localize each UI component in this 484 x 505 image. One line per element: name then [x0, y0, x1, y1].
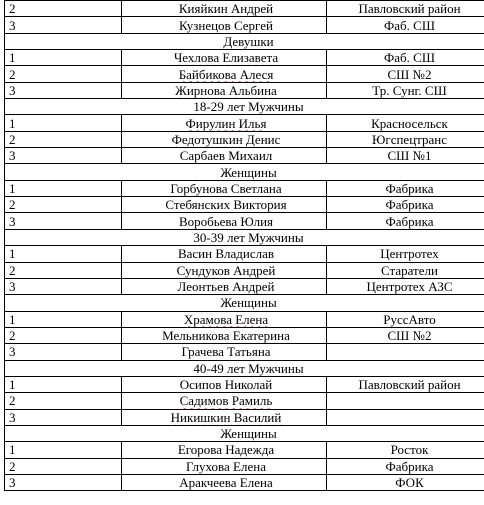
participant-name-cell: [122, 327, 327, 343]
group-heading: 30-39 лет Мужчины: [5, 229, 484, 245]
organization: Фаб. СШ: [327, 50, 484, 66]
table-row: [5, 474, 484, 490]
participant-name: Васин Владислав: [177, 246, 275, 262]
group-heading: Женщины: [5, 295, 484, 311]
group-heading-row: [5, 33, 484, 49]
participant-name: Грачева Татьяна: [181, 344, 271, 360]
organization: СШ №2: [327, 66, 484, 82]
participant-name-cell: [122, 409, 327, 425]
organization: ФОК: [327, 474, 484, 490]
participant-name: Кияйкин Андрей: [178, 1, 274, 17]
organization: [327, 344, 484, 360]
results-table-body: [5, 1, 484, 491]
participant-name-cell: [122, 66, 327, 82]
organization: Центротех АЗС: [327, 278, 484, 294]
group-heading-row: [5, 229, 484, 245]
participant-name: Храмова Елена: [183, 311, 269, 327]
place-number: 1: [5, 115, 122, 131]
participant-name-cell: [122, 246, 327, 262]
table-row: [5, 311, 484, 327]
group-heading-row: [5, 295, 484, 311]
place-number: 2: [5, 66, 122, 82]
participant-name: Жирнова Альбина: [175, 82, 277, 98]
place-number: 3: [5, 17, 122, 33]
place-number: 2: [5, 1, 122, 17]
organization: Старатели: [327, 262, 484, 278]
participant-name: Стебянских Виктория: [165, 197, 287, 213]
participant-name: Аракчеева Елена: [179, 475, 273, 491]
participant-name-cell: [122, 148, 327, 164]
participant-name-cell: [122, 262, 327, 278]
table-row: [5, 148, 484, 164]
place-number: 3: [5, 474, 122, 490]
place-number: 2: [5, 327, 122, 343]
organization: Фабрика: [327, 180, 484, 196]
place-number: 2: [5, 131, 122, 147]
organization: Фабрика: [327, 197, 484, 213]
participant-name: Леонтьев Андрей: [177, 279, 275, 295]
participant-name: Никишкин Василий: [170, 409, 282, 425]
participant-name: Байбикова Алеся: [178, 66, 274, 82]
participant-name: Воробьева Юлия: [178, 213, 274, 229]
participant-name-cell: [122, 442, 327, 458]
participant-name-cell: [122, 180, 327, 196]
table-row: [5, 246, 484, 262]
table-row: [5, 262, 484, 278]
participant-name-cell: [122, 344, 327, 360]
table-row: [5, 458, 484, 474]
participant-name: Сарбаев Михаил: [179, 148, 273, 164]
place-number: 3: [5, 148, 122, 164]
table-row: [5, 409, 484, 425]
place-number: 1: [5, 180, 122, 196]
table-row: [5, 213, 484, 229]
table-row: [5, 17, 484, 33]
group-heading-row: [5, 164, 484, 180]
participant-name: Егорова Надежда: [177, 442, 275, 458]
participant-name-cell: [122, 1, 327, 17]
place-number: 2: [5, 197, 122, 213]
organization: РуссАвто: [327, 311, 484, 327]
results-table: [4, 0, 484, 491]
table-row: [5, 1, 484, 17]
participant-name-cell: [122, 213, 327, 229]
organization: [327, 393, 484, 409]
participant-name: Осипов Николай: [179, 377, 273, 393]
participant-name-cell: [122, 458, 327, 474]
participant-name: Фирулин Илья: [185, 115, 267, 131]
group-heading-row: [5, 360, 484, 376]
place-number: 2: [5, 393, 122, 409]
place-number: 1: [5, 246, 122, 262]
participant-name-cell: [122, 131, 327, 147]
organization: Фабрика: [327, 458, 484, 474]
organization: Тр. Сунг. СШ: [327, 82, 484, 98]
place-number: 1: [5, 50, 122, 66]
group-heading: Женщины: [5, 164, 484, 180]
organization: СШ №2: [327, 327, 484, 343]
organization: СШ №1: [327, 148, 484, 164]
table-row: [5, 82, 484, 98]
participant-name: Сундуков Андрей: [176, 262, 276, 278]
group-heading: 18-29 лет Мужчины: [5, 99, 484, 115]
place-number: 3: [5, 278, 122, 294]
organization: Красносельск: [327, 115, 484, 131]
participant-name-cell: [122, 197, 327, 213]
participant-name-cell: [122, 376, 327, 392]
participant-name: Садимов Рамиль: [179, 393, 273, 409]
organization: Центротех: [327, 246, 484, 262]
place-number: 1: [5, 311, 122, 327]
table-row: [5, 393, 484, 409]
document-page: [4, 0, 477, 491]
place-number: 1: [5, 376, 122, 392]
table-row: [5, 442, 484, 458]
place-number: 3: [5, 409, 122, 425]
place-number: 3: [5, 213, 122, 229]
group-heading: 40-49 лет Мужчины: [5, 360, 484, 376]
organization: Павловский район: [327, 1, 484, 17]
organization: [327, 409, 484, 425]
table-row: [5, 115, 484, 131]
place-number: 2: [5, 458, 122, 474]
participant-name-cell: [122, 17, 327, 33]
group-heading-row: [5, 425, 484, 441]
organization: Павловский район: [327, 376, 484, 392]
place-number: 3: [5, 82, 122, 98]
group-heading-row: [5, 99, 484, 115]
table-row: [5, 278, 484, 294]
group-heading: Девушки: [5, 33, 484, 49]
place-number: 1: [5, 442, 122, 458]
participant-name: Горбунова Светлана: [170, 180, 282, 196]
table-row: [5, 197, 484, 213]
participant-name-cell: [122, 278, 327, 294]
table-row: [5, 50, 484, 66]
participant-name-cell: [122, 115, 327, 131]
table-row: [5, 327, 484, 343]
organization: Фабрика: [327, 213, 484, 229]
participant-name: Кузнецов Сергей: [179, 17, 273, 33]
organization: Югспецтранс: [327, 131, 484, 147]
participant-name-cell: [122, 311, 327, 327]
participant-name-cell: [122, 474, 327, 490]
group-heading: Женщины: [5, 425, 484, 441]
table-row: [5, 131, 484, 147]
participant-name: Глухова Елена: [186, 458, 266, 474]
participant-name: Чехлова Елизавета: [173, 50, 279, 66]
place-number: 3: [5, 344, 122, 360]
table-row: [5, 376, 484, 392]
table-row: [5, 344, 484, 360]
organization: Росток: [327, 442, 484, 458]
place-number: 2: [5, 262, 122, 278]
participant-name: Мельникова Екатерина: [162, 328, 290, 344]
participant-name-cell: [122, 50, 327, 66]
table-row: [5, 180, 484, 196]
participant-name-cell: [122, 82, 327, 98]
organization: Фаб. СШ: [327, 17, 484, 33]
participant-name: Федотушкин Денис: [171, 131, 281, 147]
participant-name-cell: [122, 393, 327, 409]
table-row: [5, 66, 484, 82]
